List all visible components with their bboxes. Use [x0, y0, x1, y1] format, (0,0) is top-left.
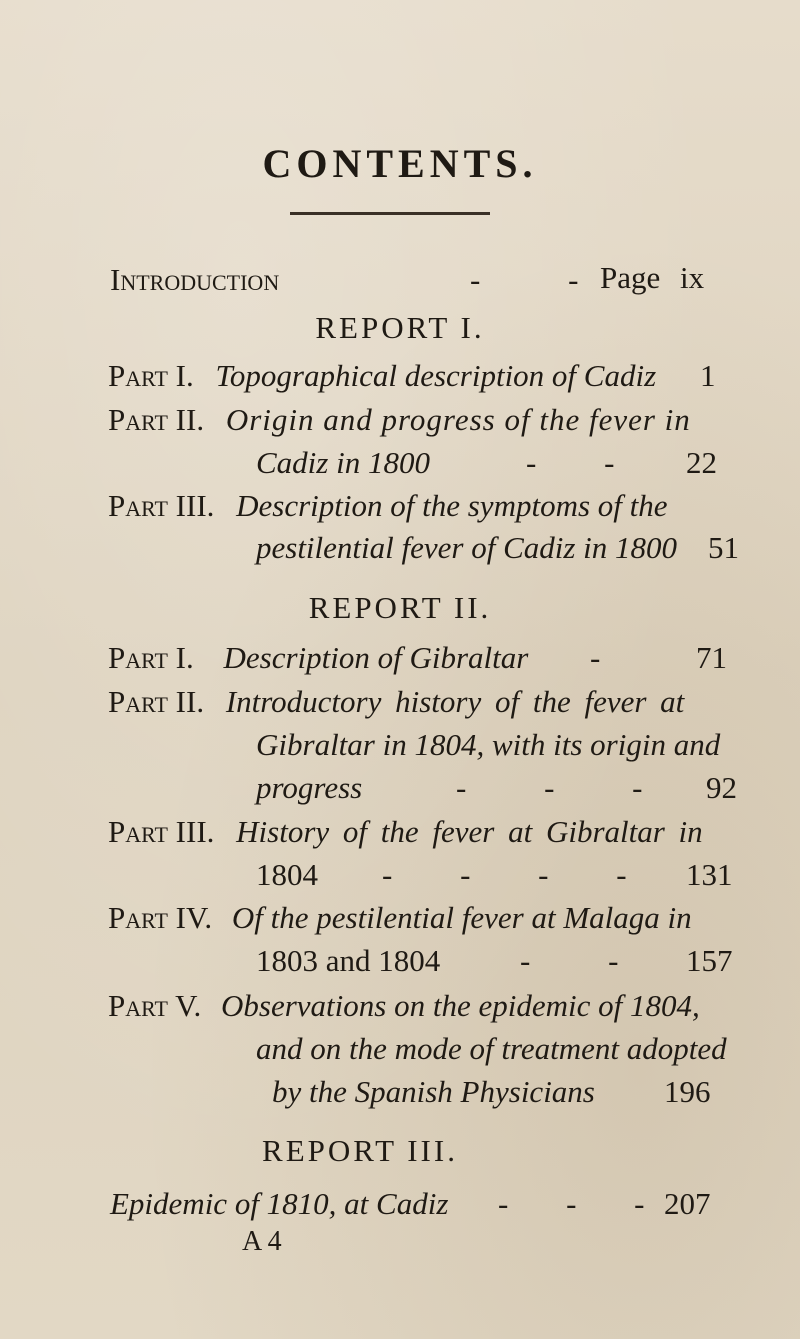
- dots-r2p2: - - -: [456, 770, 643, 805]
- page-title: CONTENTS.: [262, 141, 538, 186]
- part-label: Part I.: [108, 640, 194, 675]
- entry-title-cont-r1p2: Cadiz in 1800: [256, 445, 430, 480]
- page-number-r1p1: 1: [700, 358, 716, 393]
- page-number-r2p3: 131: [686, 857, 733, 892]
- toc-entry-r1p3: [108, 488, 668, 524]
- report-heading-2: REPORT II.: [308, 590, 492, 625]
- intro-page-word: Page: [600, 260, 661, 295]
- dots-r1p2: - -: [526, 445, 615, 480]
- title-rule: [290, 212, 490, 215]
- entry-title-cont-r2p5: and on the mode of treatment adopted: [256, 1031, 727, 1066]
- entry-title-cont2-r2p5: by the Spanish Physicians: [272, 1074, 595, 1109]
- entry-title: Description of the symptoms of the: [236, 488, 668, 523]
- part-label: Part IV.: [108, 900, 213, 935]
- entry-title-cont-r2p4: [256, 943, 440, 979]
- entry-title: Topographical description of Cadiz: [215, 358, 657, 393]
- intro-dots: - -: [470, 262, 579, 297]
- entry-title-cont-r1p3: pestilential fever of Cadiz in 1800: [256, 530, 678, 565]
- entry-title-line: 1803 and 1804: [256, 943, 441, 978]
- dots-r3: - - -: [498, 1186, 645, 1221]
- report-heading-3: REPORT III.: [262, 1133, 458, 1168]
- part-label: Part III.: [108, 488, 215, 523]
- entry-title: Observations on the epidemic of 1804,: [221, 988, 700, 1023]
- part-label: Part II.: [108, 402, 205, 437]
- intro-label: Introduction: [110, 262, 280, 297]
- page-number-r2p5: 196: [664, 1074, 711, 1109]
- entry-title-cont2-r2p2: progress: [256, 770, 363, 805]
- page-number-r3: 207: [664, 1186, 711, 1221]
- toc-entry-r2p3: [108, 814, 703, 850]
- report-heading-1: REPORT I.: [315, 310, 485, 345]
- toc-entry-r2p2: [108, 684, 684, 720]
- toc-entry-r1p1: [108, 358, 656, 394]
- entry-title-cont-r2p3: 1804: [256, 857, 318, 892]
- entry-title: Of the pestilential fever at Malaga in: [231, 900, 692, 935]
- signature-mark: A 4: [242, 1226, 282, 1257]
- page-number-r2p2: 92: [706, 770, 737, 805]
- page-number-r2p4: 157: [686, 943, 733, 978]
- dots-r2p1: -: [590, 640, 601, 675]
- part-label: Part V.: [108, 988, 202, 1023]
- part-label: Part II.: [108, 684, 205, 719]
- entry-title: Origin and progress of the fever in: [225, 402, 691, 437]
- dots-r2p4: - -: [520, 943, 619, 978]
- toc-entry-r3: Epidemic of 1810, at Cadiz: [110, 1186, 449, 1221]
- entry-title: History of the fever at Gibraltar in: [236, 814, 703, 849]
- toc-entry-r2p5: [108, 988, 700, 1024]
- toc-entry-r2p4: [108, 900, 692, 936]
- toc-entry-r1p2: [108, 402, 691, 438]
- page-number-r1p2: 22: [686, 445, 717, 480]
- toc-entry-r2p1: [108, 640, 528, 676]
- dots-r2p3: - - - -: [382, 857, 627, 892]
- entry-title: Description of Gibraltar: [223, 640, 529, 675]
- entry-title-cont-r2p2: Gibraltar in 1804, with its origin and: [256, 727, 721, 762]
- entry-title: Introductory history of the fever at: [225, 684, 685, 719]
- page-number-r1p3: 51: [708, 530, 739, 565]
- part-label: Part I.: [108, 358, 194, 393]
- intro-page: ix: [680, 260, 705, 295]
- part-label: Part III.: [108, 814, 215, 849]
- page-number-r2p1: 71: [696, 640, 727, 675]
